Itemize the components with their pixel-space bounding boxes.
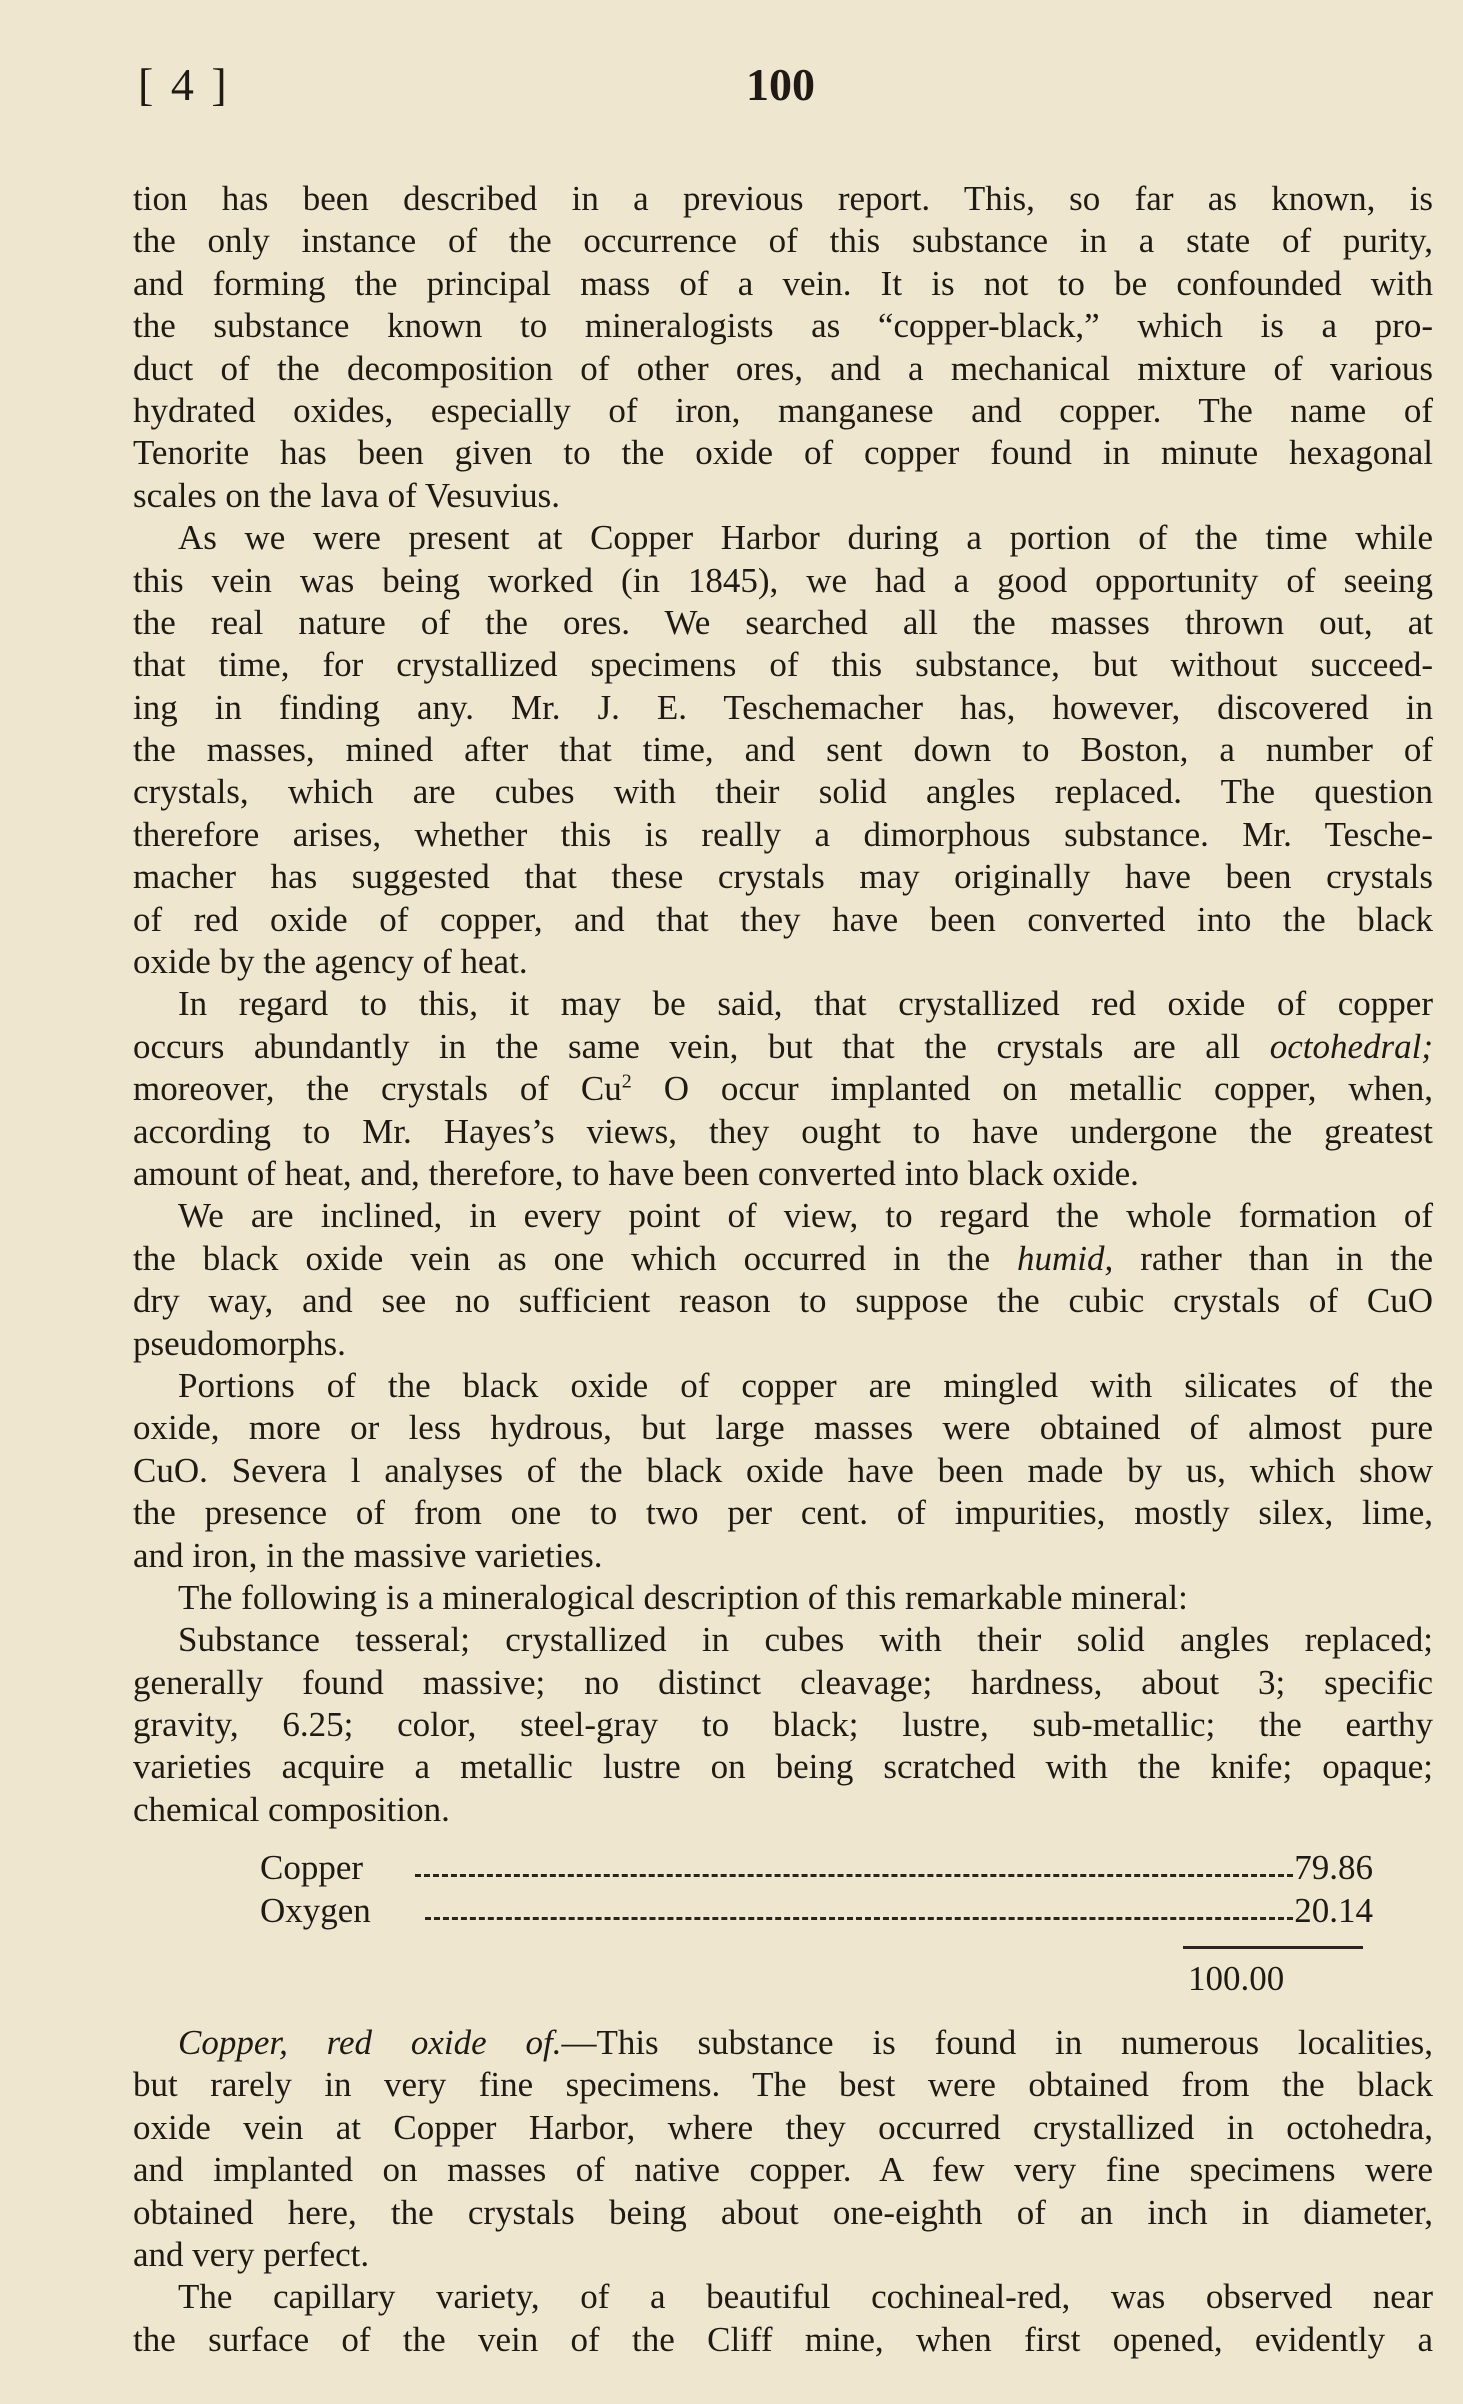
paragraph <box>133 178 1433 517</box>
text-line: and iron, in the massive varieties. <box>133 1535 603 1575</box>
text-line: Copper, red oxide of.—This substance is found in numerous localities, <box>178 2023 1433 2063</box>
element-name: Copper <box>260 1848 364 1888</box>
text-line: CuO. Severa l analyses of the black oxide have been made by us, which show <box>133 1450 1433 1490</box>
paragraph <box>133 1577 1433 1619</box>
text-line: the only instance of the occurrence of this substance in a state of purity, <box>133 221 1433 261</box>
paragraph <box>133 2276 1433 2361</box>
text-line: the real nature of the ores. We searched all the masses thrown out, at <box>133 602 1433 642</box>
text-line: varieties acquire a metallic lustre on being scratched with the knife; opaque; <box>133 1747 1433 1787</box>
text-line: oxide by the agency of heat. <box>133 942 528 982</box>
subscript-2: 2 <box>621 1070 632 1093</box>
emphasis-text: octohedral; <box>1269 1026 1433 1066</box>
body-text <box>133 178 1433 2361</box>
text-line: chemical composition. <box>133 1789 450 1829</box>
paragraph <box>133 517 1433 983</box>
paragraph <box>133 2022 1433 2276</box>
text-line: macher has suggested that these crystals may originally have been crystals <box>133 857 1433 897</box>
text-line: this vein was being worked (in 1845), we had a good opportunity of seeing <box>133 560 1433 600</box>
text-line: moreover, the crystals of Cu$^2$ O occur implanted on metallic copper, when, <box>133 1069 1433 1109</box>
text-line: ing in finding any. Mr. J. E. Teschemacher has, however, discovered in <box>133 687 1433 727</box>
text-line: dry way, and see no sufficient reason to suppose the cubic crystals of CuO <box>133 1281 1433 1321</box>
text-line: The following is a mineralogical description of this remarkable mineral: <box>178 1577 1188 1617</box>
text-line: obtained here, the crystals being about one-eighth of an inch in diameter, <box>133 2192 1433 2232</box>
dot-leader <box>425 1917 1293 1920</box>
text-line: duct of the decomposition of other ores, and a mechanical mixture of various <box>133 348 1433 388</box>
element-name: Oxygen <box>260 1890 371 1930</box>
text-line: and forming the principal mass of a vein. It is not to be confounded with <box>133 263 1433 303</box>
element-percent: 79.86 <box>1294 1848 1373 1888</box>
text-line: but rarely in very fine specimens. The best were obtained from the black <box>133 2065 1433 2105</box>
element-percent: 20.14 <box>1294 1890 1373 1930</box>
text-line: scales on the lava of Vesuvius. <box>133 475 561 515</box>
paragraph <box>133 1365 1433 1577</box>
text-line: the substance known to mineralogists as “copper-black,” which is a pro- <box>133 306 1433 346</box>
text-line: Substance tesseral; crystallized in cubes with their solid angles replaced; <box>178 1620 1433 1660</box>
text-line: oxide, more or less hydrous, but large masses were obtained of almost pure <box>133 1408 1433 1448</box>
text-line: oxide vein at Copper Harbor, where they occurred crystallized in octohedra, <box>133 2107 1433 2147</box>
text-line: hydrated oxides, especially of iron, manganese and copper. The name of <box>133 390 1433 430</box>
table-row <box>133 1847 1433 1889</box>
text-line: the black oxide vein as one which occurred in the humid, rather than in the <box>133 1238 1433 1278</box>
document-reference: [ 4 ] <box>138 59 230 110</box>
table-row <box>133 1890 1433 1932</box>
table-total-row <box>133 1932 1433 2006</box>
text-line: Tenorite has been given to the oxide of copper found in minute hexagonal <box>133 433 1433 473</box>
text-line: Portions of the black oxide of copper are mingled with silicates of the <box>178 1365 1433 1405</box>
paragraph <box>133 1619 1433 1831</box>
text-line: tion has been described in a previous report. This, so far as known, is <box>133 179 1433 218</box>
total-value: 100.00 <box>1188 1959 1285 1999</box>
text-line: gravity, 6.25; color, steel-gray to black; lustre, sub-metallic; the earthy <box>133 1705 1433 1745</box>
emphasis-text: humid, <box>1016 1238 1114 1278</box>
paragraph <box>133 1195 1433 1365</box>
text-line: We are inclined, in every point of view, to regard the whole formation of <box>178 1196 1433 1236</box>
text-line: amount of heat, and, therefore, to have been converted into black oxide. <box>133 1153 1139 1193</box>
text-line: that time, for crystallized specimens of this substance, but without succeed- <box>133 645 1433 685</box>
dot-leader <box>415 1874 1293 1877</box>
total-rule <box>1183 1946 1363 1949</box>
text-line: occurs abundantly in the same vein, but that the crystals are all octohedral; <box>133 1026 1433 1066</box>
text-line: pseudomorphs. <box>133 1323 346 1363</box>
text-line: and implanted on masses of native copper. A few very fine specimens were <box>133 2150 1433 2190</box>
text-line: the masses, mined after that time, and sent down to Boston, a number of <box>133 730 1433 770</box>
text-line: according to Mr. Hayes’s views, they ought to have undergone the greatest <box>133 1111 1433 1151</box>
text-line: generally found massive; no distinct cleavage; hardness, about 3; specific <box>133 1662 1433 1702</box>
section-heading: Copper, red oxide of. <box>178 2023 562 2063</box>
text-line: In regard to this, it may be said, that crystallized red oxide of copper <box>178 984 1433 1024</box>
text-line: the surface of the vein of the Cliff mine, when first opened, evidently a <box>133 2319 1433 2359</box>
text-line: therefore arises, whether this is really a dimorphous substance. Mr. Tesche- <box>133 814 1433 854</box>
text-line: The capillary variety, of a beautiful cochineal-red, was observed near <box>178 2277 1433 2317</box>
text-line: crystals, which are cubes with their solid angles replaced. The question <box>133 772 1433 812</box>
page-number: 100 <box>746 59 815 110</box>
text-line: the presence of from one to two per cent. of impurities, mostly silex, lime, <box>133 1493 1433 1533</box>
composition-table <box>133 1847 1433 2006</box>
paragraph <box>133 983 1433 1195</box>
text-line: and very perfect. <box>133 2234 370 2274</box>
text-line: of red oxide of copper, and that they have been converted into the black <box>133 899 1433 939</box>
text-line: As we were present at Copper Harbor during a portion of the time while <box>178 518 1433 558</box>
